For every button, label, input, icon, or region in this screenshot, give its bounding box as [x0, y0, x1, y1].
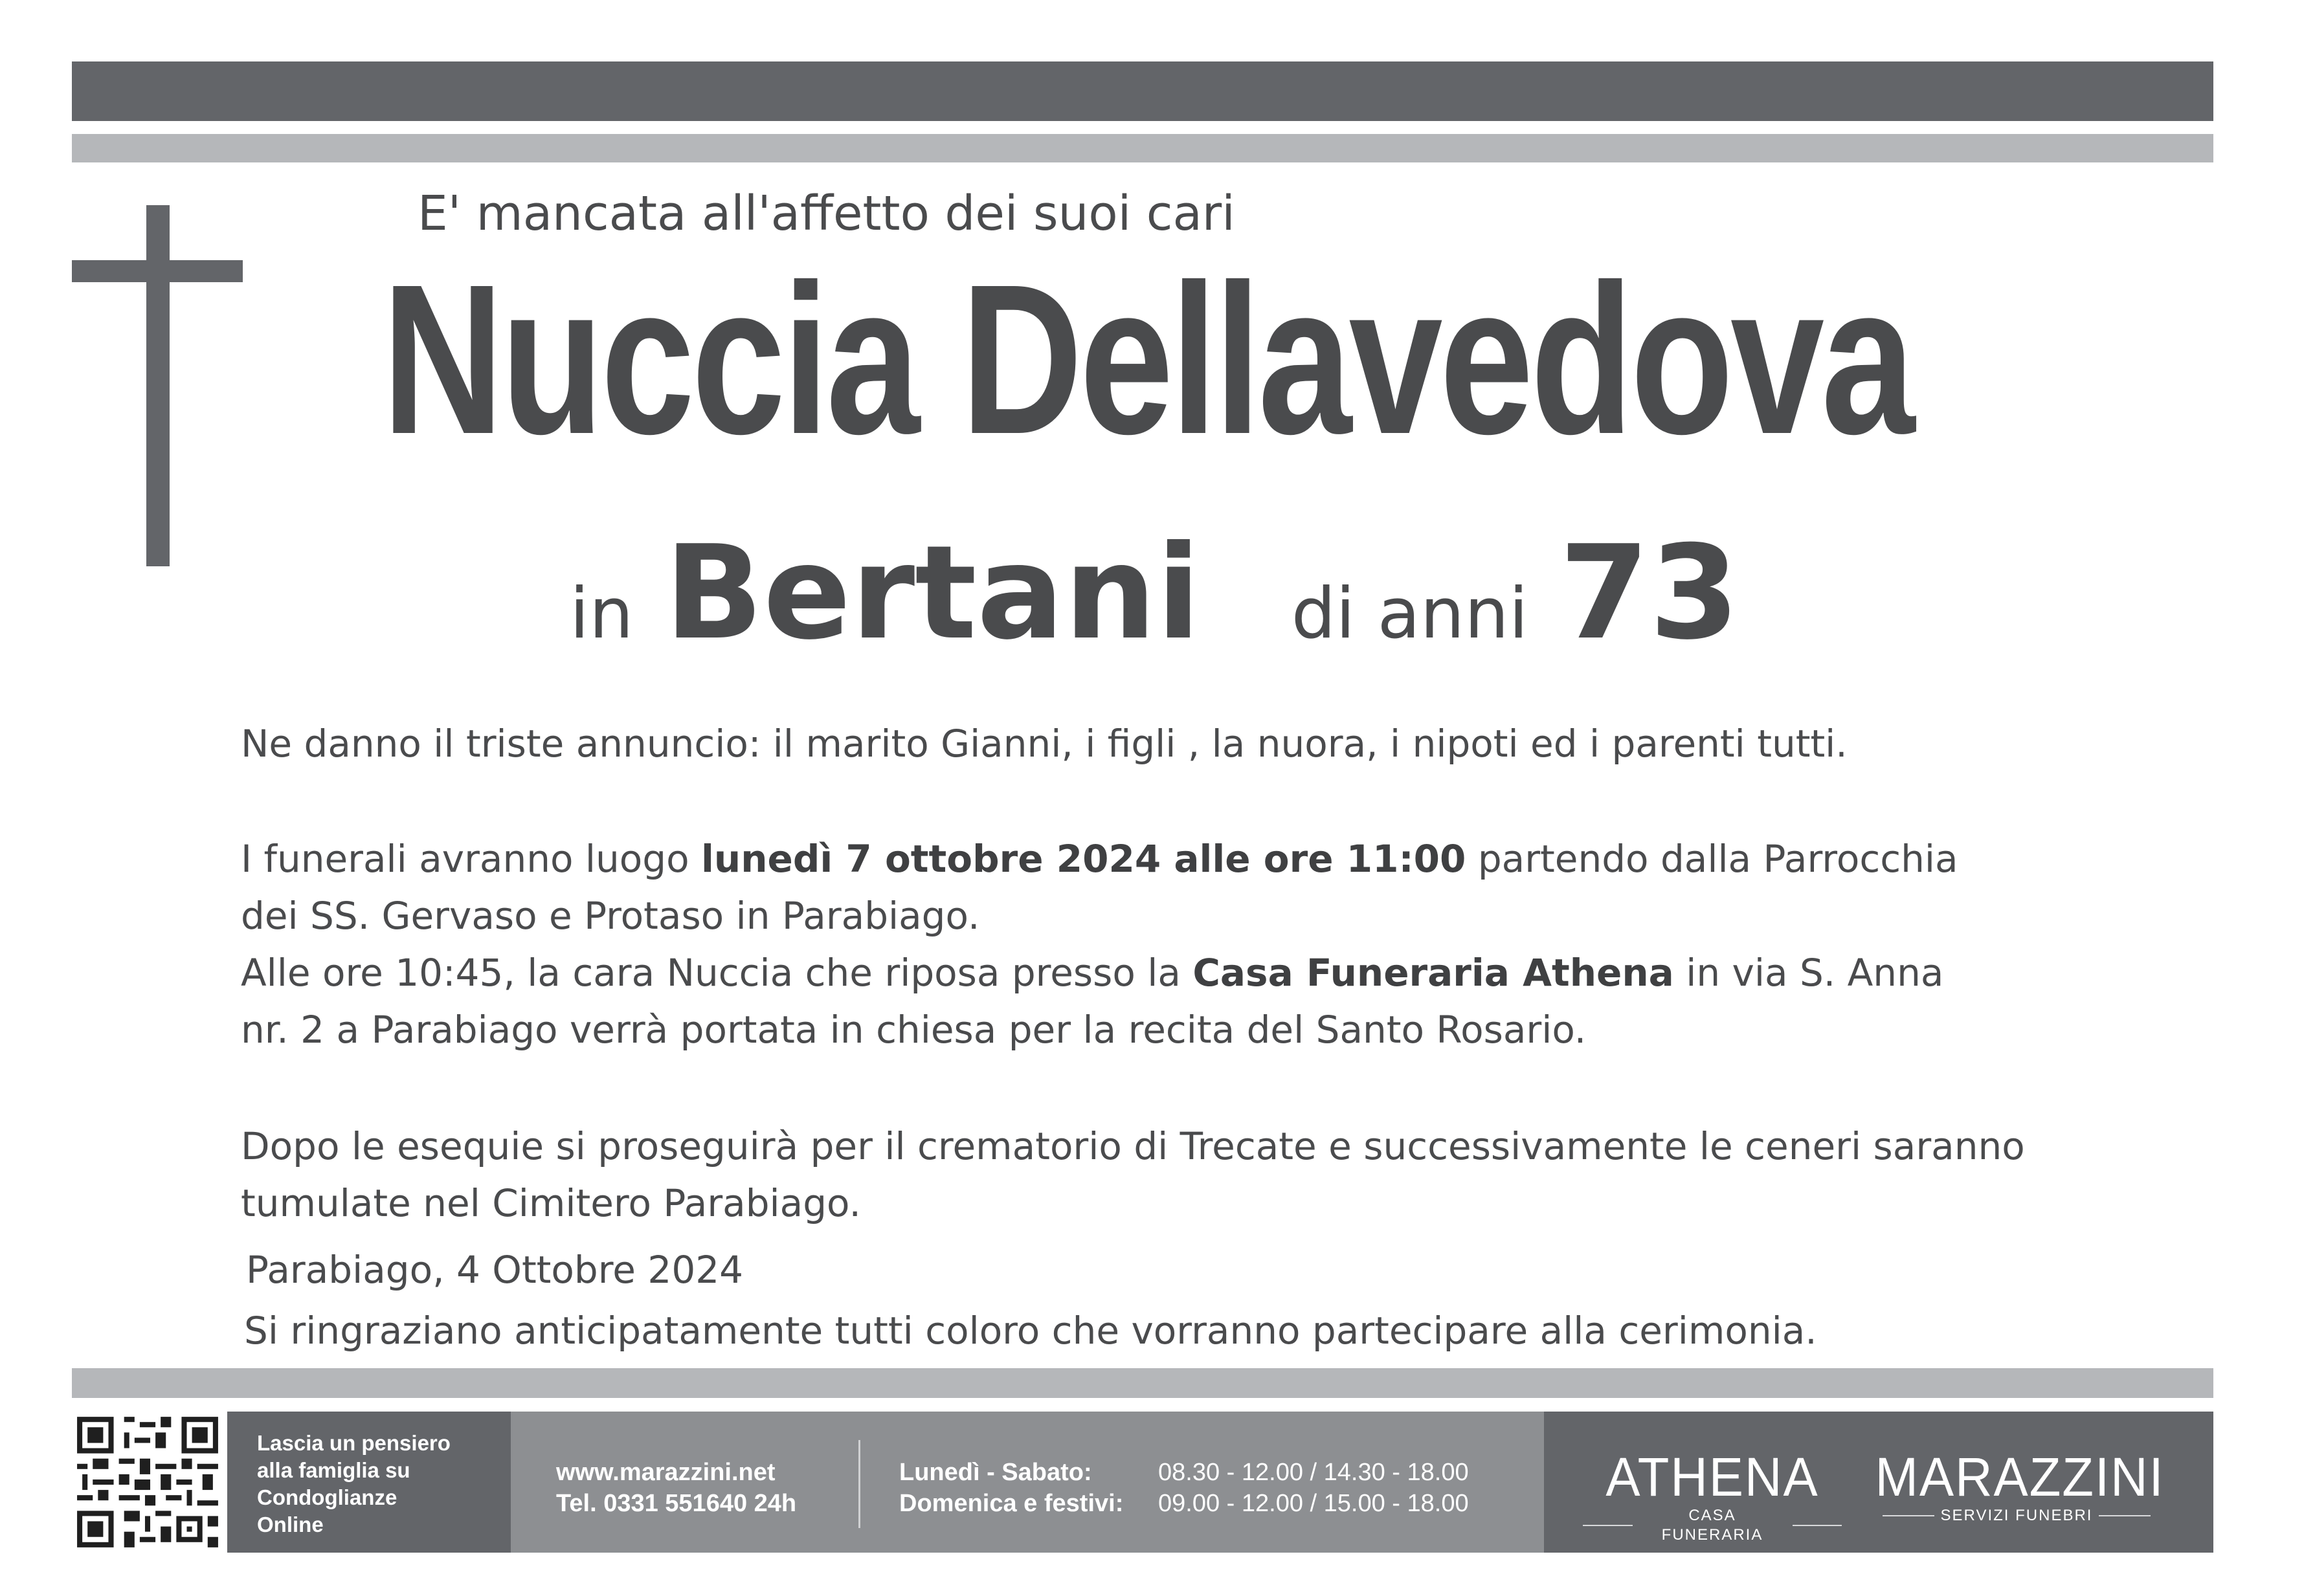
announcement-line: Ne danno il triste annuncio: il marito Gianni, i figli , la nuora, i nipoti ed i parenti tutti.: [241, 722, 1848, 766]
divider: [858, 1440, 860, 1528]
weekday-hours: 08.30 - 12.00 / 14.30 - 18.00: [1158, 1459, 1469, 1486]
qr-code-icon[interactable]: [72, 1412, 223, 1553]
in-label: in: [570, 573, 634, 654]
announcement-paragraph: [241, 715, 2105, 772]
weekday-label: Lunedì - Sabato:: [899, 1459, 1092, 1486]
age-label: di anni: [1291, 573, 1528, 654]
place-date: Parabiago, 4 Ottobre 2024: [246, 1248, 744, 1292]
funeral-date: lunedì 7 ottobre 2024 alle ore 11:00: [701, 837, 1466, 881]
rosary-line-2: nr. 2 a Parabiago verrà portata in chiesa per la recita del Santo Rosario.: [241, 1008, 1587, 1052]
cross-icon: [146, 205, 170, 566]
thanks-text: Si ringraziano anticipatamente tutti coloro che vorranno partecipare alla cerimonia.: [244, 1309, 1817, 1353]
condolences-line: alla famiglia su: [257, 1458, 410, 1482]
funeral-line-2: dei SS. Gervaso e Protaso in Parabiago.: [241, 894, 980, 938]
condolences-line: Lascia un pensiero: [257, 1431, 451, 1455]
funeral-paragraph: [241, 830, 2105, 1058]
top-dark-band: [72, 61, 2213, 121]
rosary-line: Alle ore 10:45, la cara Nuccia che riposa presso la Casa Funeraria Athena in via S. Anna: [241, 951, 1944, 995]
deceased-name: Nuccia Dellavedova: [382, 239, 1912, 478]
rosary-place: Casa Funeraria Athena: [1192, 951, 1674, 995]
top-light-band: [72, 134, 2213, 162]
opening-hours: [899, 1457, 1469, 1519]
cremation-paragraph: [241, 1118, 2105, 1232]
funeral-line: I funerali avranno luogo lunedì 7 ottobre 2024 alle ore 11:00 partendo dalla Parrocchia: [241, 837, 1958, 881]
cross-icon-arm: [72, 260, 243, 282]
website-link[interactable]: www.marazzini.net: [556, 1459, 776, 1486]
married-name-line: [570, 518, 1739, 673]
condolences-line: Online: [257, 1513, 324, 1536]
intro-text: E' mancata all'affetto dei suoi cari: [418, 186, 1235, 241]
brands-panel: [1544, 1412, 2213, 1553]
athena-logo: ATHENA CASA FUNERARIA: [1583, 1448, 1842, 1545]
cremation-line: Dopo le esequie si proseguirà per il crematorio di Trecate e successivamente le ceneri saranno: [241, 1124, 2025, 1168]
condolences-line: Condoglianze: [257, 1485, 397, 1509]
condolences-panel[interactable]: [227, 1412, 511, 1553]
bottom-light-band: [72, 1368, 2213, 1398]
married-name: Bertani: [664, 518, 1201, 669]
cremation-line-2: tumulate nel Cimitero Parabiago.: [241, 1181, 861, 1225]
holiday-label: Domenica e festivi:: [899, 1490, 1124, 1517]
marazzini-logo: MARAZZINI SERVIZI FUNEBRI: [1875, 1446, 2165, 1524]
contact-panel: [511, 1412, 1544, 1553]
age-value: 73: [1559, 518, 1740, 669]
holiday-hours: 09.00 - 12.00 / 15.00 - 18.00: [1158, 1490, 1469, 1517]
phone-number[interactable]: Tel. 0331 551640 24h: [556, 1490, 797, 1517]
